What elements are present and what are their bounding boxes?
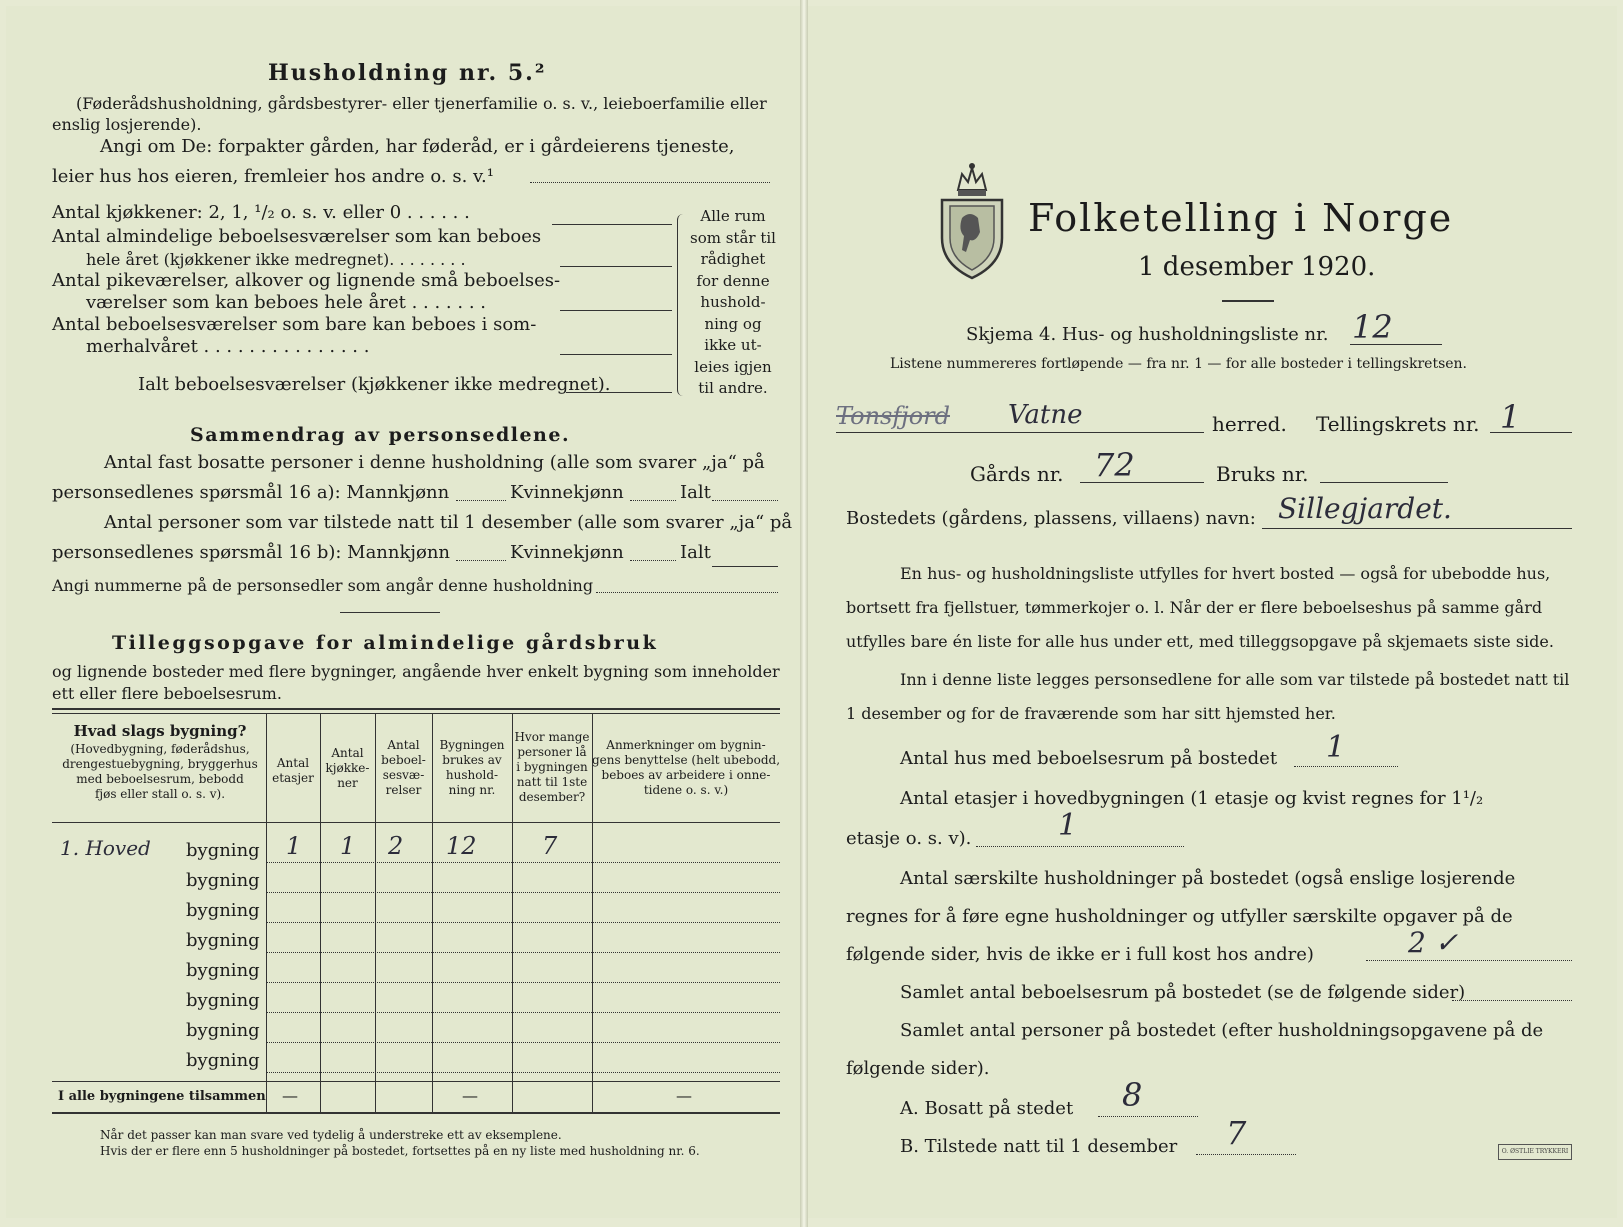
head-building: Hvad slags bygning? (Hovedbygning, føderådshus, drengestuebygning, bryggerhus med beboelsesrum, bebodd fjøs eller stall o. s. v).	[62, 722, 258, 801]
summer-rooms-label-1: Antal beboelsesværelser som bare kan beboes i som-	[52, 314, 537, 335]
summary-present-2: personsedlenes spørsmål 16 b): Mannkjønn	[52, 542, 451, 563]
household-subtitle-2: enslig losjerende).	[52, 115, 202, 134]
herred-value: Vatne	[1008, 400, 1083, 430]
present-value: 7	[1226, 1114, 1247, 1152]
table-row: bygning	[186, 1020, 260, 1041]
census-title: Folketelling i Norge	[1028, 196, 1454, 240]
summary-title: Sammendrag av personsedlene.	[190, 424, 571, 446]
ask-line-1: Angi om De: forpakter gården, har føderåd, er i gårdeierens tjeneste,	[100, 136, 735, 157]
head-floors: Antal etasjer	[272, 756, 314, 785]
head-household: Bygningen brukes av hushold- ning nr.	[439, 738, 505, 797]
table-row: bygning	[186, 870, 260, 891]
gards-label: Gårds nr.	[970, 462, 1064, 486]
norway-coat-of-arms-icon	[936, 160, 1008, 284]
household-subtitle-1: (Føderådshusholdning, gårdsbestyrer- eller tjenerfamilie o. s. v., leieboerfamilie eller	[76, 94, 767, 113]
instruction-4: Inn i denne liste legges personsedlene for alle som var tilstede på bostedet natt til	[900, 670, 1570, 689]
table-row: bygning	[186, 900, 260, 921]
printer-stamp: O. ØSTLIE TRYKKERI	[1498, 1144, 1572, 1160]
floors-line-1: Antal etasjer i hovedbygningen (1 etasje og kvist regnes for 1¹/₂	[900, 788, 1484, 809]
summary-fast-1: Antal fast bosatte personer i denne husholdning (alle som svarer „ja“ på	[104, 452, 765, 473]
houses-label: Antal hus med beboelsesrum på bostedet	[900, 748, 1278, 769]
floors-value: 1	[1058, 808, 1078, 843]
head-persons: Hvor mange personer lå i bygningen natt til 1ste desember?	[514, 730, 590, 804]
footnote-2: Hvis der er flere enn 5 husholdninger på bostedet, fortsettes på en ny liste med husholdning nr. 6.	[100, 1144, 700, 1158]
head-kitchens: Antal kjøkke- ner	[325, 746, 370, 790]
schema-number: 12	[1352, 308, 1393, 346]
footnote-1: Når det passer kan man svare ved tydelig å understreke ett av eksemplene.	[100, 1128, 562, 1142]
gards-value: 72	[1094, 446, 1135, 484]
households-line-3: følgende sider, hvis de ikke er i full kost hos andre)	[846, 944, 1314, 965]
persons-line-1: Samlet antal personer på bostedet (efter husholdningsopgavene på de	[900, 1020, 1544, 1041]
summary-fast-ialt: Ialt	[680, 482, 711, 503]
row-household: 12	[446, 832, 477, 860]
schema-label: Skjema 4. Hus- og husholdningsliste nr.	[966, 324, 1329, 345]
total-row-label: I alle bygningene tilsammen	[58, 1089, 266, 1104]
ordinary-rooms-label-2: hele året (kjøkkener ikke medregnet). . . . . . . .	[86, 250, 466, 269]
row-kitchens: 1	[340, 832, 356, 860]
bosted-value: Sillegjardet.	[1278, 492, 1452, 525]
ordinary-rooms-label-1: Antal almindelige beboelsesværelser som kan beboes	[52, 226, 542, 247]
households-line-1: Antal særskilte husholdninger på bostedet (også enslige losjerende	[900, 868, 1516, 889]
rooms-total-label: Samlet antal beboelsesrum på bostedet (se de følgende sider)	[900, 982, 1466, 1003]
instruction-1: En hus- og husholdningsliste utfylles for hvert bosted — også for ubebodde hus,	[900, 564, 1551, 583]
resident-value: 8	[1122, 1076, 1143, 1114]
table-row: bygning	[186, 990, 260, 1011]
maid-rooms-label-2: værelser som kan beboes hele året . . . . . . .	[86, 292, 486, 313]
rooms-brace	[677, 214, 684, 396]
household-title: Husholdning nr. 5.²	[268, 60, 547, 86]
floors-line-2: etasje o. s. v).	[846, 828, 972, 849]
row-building-suffix: bygning	[186, 840, 260, 861]
total-dash-household: —	[462, 1086, 478, 1105]
summary-numbers: Angi nummerne på de personsedler som angår denne husholdning	[52, 576, 594, 595]
ask-line-2: leier hus hos eieren, fremleier hos andre o. s. v.¹	[52, 166, 494, 187]
maid-rooms-label-1: Antal pikeværelser, alkover og lignende små beboelses-	[52, 270, 561, 291]
instruction-2: bortsett fra fjellstuer, tømmerkojer o. l. Når der er flere beboelseshus på samme gård	[846, 598, 1543, 617]
row-building-name: 1. Hoved	[60, 836, 151, 860]
summary-present-1: Antal personer som var tilstede natt til 1 desember (alle som svarer „ja“ på	[104, 512, 793, 533]
persons-line-2: følgende sider).	[846, 1058, 990, 1079]
total-dash-remarks: —	[676, 1086, 692, 1105]
summer-rooms-label-2: merhalvåret . . . . . . . . . . . . . . .	[86, 336, 370, 357]
table-row: bygning	[186, 930, 260, 951]
summary-fast-2: personsedlenes spørsmål 16 a): Mannkjønn	[52, 482, 450, 503]
households-line-2: regnes for å føre egne husholdninger og utfyller særskilte opgaver på de	[846, 906, 1513, 927]
supplement-desc-1: og lignende bosteder med flere bygninger, angående hver enkelt bygning som inneholder	[52, 662, 780, 681]
head-remarks: Anmerkninger om bygnin- gens benyttelse (helt ubebodd, beboes av arbeidere i onne- tidene o. s. v.)	[592, 738, 781, 797]
head-rooms: Antal beboel- sesvæ- relser	[381, 738, 426, 797]
supplement-title: Tilleggsopgave for almindelige gårdsbruk	[112, 632, 659, 654]
row-persons: 7	[542, 832, 558, 860]
herred-struck: Tonsfjord	[836, 402, 950, 430]
households-value: 2 ✓	[1408, 926, 1459, 959]
supplement-desc-2: ett eller flere beboelsesrum.	[52, 684, 282, 703]
row-rooms: 2	[388, 832, 404, 860]
kitchens-label: Antal kjøkkener: 2, 1, ¹/₂ o. s. v. eller 0 . . . . . .	[52, 202, 470, 223]
summary-present-ialt: Ialt	[680, 542, 711, 563]
resident-label: A. Bosatt på stedet	[900, 1098, 1074, 1119]
total-dash-floors: —	[282, 1086, 298, 1105]
table-row: bygning	[186, 1050, 260, 1071]
bruks-label: Bruks nr.	[1216, 462, 1309, 486]
present-label: B. Tilstede natt til 1 desember	[900, 1136, 1178, 1157]
numbering-note: Listene nummereres fortløpende — fra nr. 1 — for alle bosteder i tellingskretsen.	[890, 356, 1468, 372]
table-row: bygning	[186, 960, 260, 981]
krets-label: Tellingskrets nr.	[1316, 412, 1480, 436]
census-date: 1 desember 1920.	[1138, 252, 1376, 282]
krets-value: 1	[1500, 398, 1521, 436]
side-note: Alle rum som står til rådighet for denne hushold- ning og ikke ut- leies igjen til andre.	[690, 207, 776, 397]
summary-present-kvinne: Kvinnekjønn	[510, 542, 624, 563]
summary-fast-kvinne: Kvinnekjønn	[510, 482, 624, 503]
instruction-5: 1 desember og for de fraværende som har sitt hjemsted her.	[846, 704, 1336, 723]
bosted-label: Bostedets (gårdens, plassens, villaens) navn:	[846, 508, 1256, 529]
herred-label: herred.	[1212, 412, 1287, 436]
instruction-3: utfylles bare én liste for alle hus under ett, med tilleggsopgave på skjemaets siste side.	[846, 632, 1554, 651]
total-rooms-label: Ialt beboelsesværelser (kjøkkener ikke medregnet).	[138, 374, 611, 395]
page-fold	[800, 0, 808, 1227]
row-floors: 1	[286, 832, 302, 860]
houses-value: 1	[1326, 730, 1346, 765]
